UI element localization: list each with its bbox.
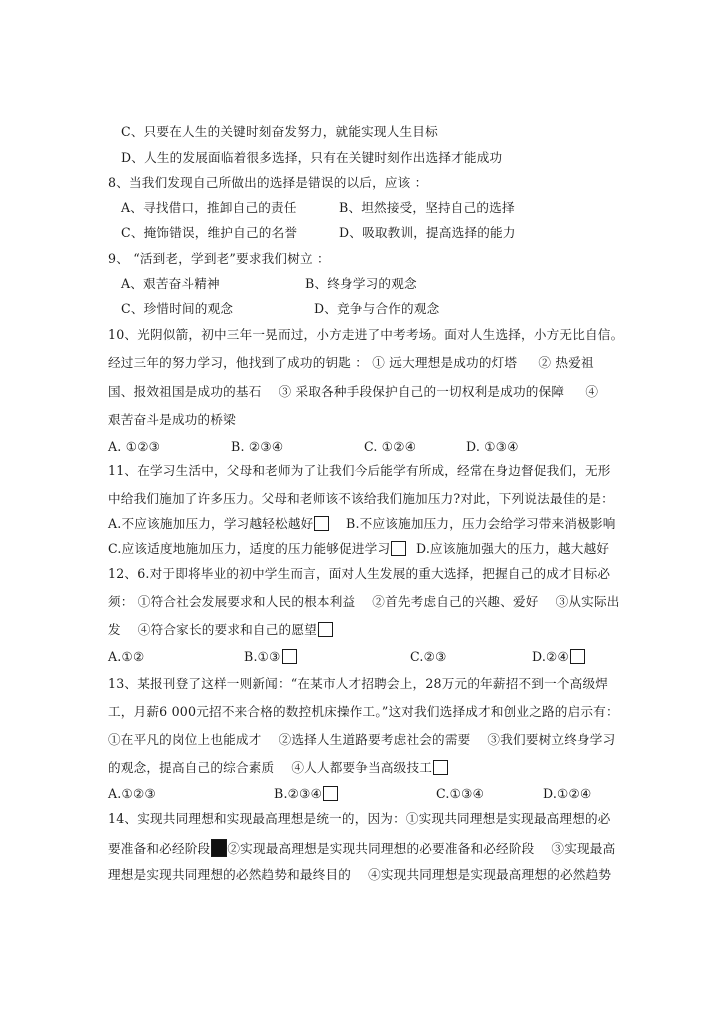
- q13-stem-line1: 13、某报刊登了这样一则新闻：“在某市人才招聘会上，28万元的年薪招不到一个高级焊: [108, 676, 609, 691]
- q10-option-b: B. ②③④: [231, 439, 284, 454]
- q11-option-c: C.应该适度地施加压力，适度的压力能够促进学习: [108, 541, 406, 557]
- answer-box: [318, 622, 333, 637]
- q10-stem-line3: 国、报效祖国是成功的基石 ③ 采取各种手段保护自己的一切权利是成功的保障 ④: [108, 384, 599, 399]
- q14-stem-line3: 理想是实现共同理想的必然趋势和最终目的 ④实现共同理想是实现最高理想的必然趋势: [108, 867, 612, 882]
- q12-option-c: C.②③: [410, 649, 447, 664]
- answer-box: [282, 649, 297, 664]
- q12-stem-line2: 须： ①符合社会发展要求和人民的根本利益 ②首先考虑自己的兴趣、爱好 ③从实际出: [108, 594, 620, 609]
- q10-stem-line1: 10、光阴似箭，初中三年一晃而过，小方走进了中考考场。面对人生选择，小方无比自信。: [108, 327, 624, 342]
- q8-option-c: C、掩饰错误，维护自己的名誉: [121, 225, 298, 240]
- q11-option-a: A.不应该施加压力，学习越轻松越好: [108, 516, 329, 532]
- q8-option-a: A、寻找借口，推卸自己的责任: [121, 200, 297, 215]
- q11-option-b: B.不应该施加压力，压力会给学习带来消极影响: [346, 516, 616, 531]
- q11-option-d: D.应该施加强大的压力，越大越好: [416, 541, 610, 556]
- answer-box: [314, 516, 329, 531]
- q7-option-d: D、人生的发展面临着很多选择，只有在关键时刻作出选择才能成功: [121, 150, 503, 165]
- q9-option-d: D、竞争与合作的观念: [314, 301, 440, 316]
- q13-option-b: B.②③④: [274, 786, 338, 802]
- q13-option-d: D.①②④: [543, 786, 592, 801]
- q12-stem-line3: 发 ④符合家长的要求和自己的愿望: [108, 622, 333, 638]
- q9-option-a: A、艰苦奋斗精神: [121, 276, 220, 291]
- q10-option-a: A. ①②③: [108, 439, 161, 454]
- q8-option-b: B、坦然接受，坚持自己的选择: [339, 200, 515, 215]
- q13-stem-line4: 的观念，提高自己的综合素质 ④人人都要争当高级技工: [108, 760, 448, 776]
- q7-option-c: C、只要在人生的关键时刻奋发努力，就能实现人生目标: [121, 124, 438, 139]
- q12-stem-line1: 12、6.对于即将毕业的初中学生而言，面对人生发展的重大选择，把握自己的成才目标必: [108, 566, 611, 581]
- q8-option-d: D、吸取教训，提高选择的能力: [339, 225, 516, 240]
- q14-stem-line1: 14、实现共同理想和实现最高理想是统一的，因为：①实现共同理想是实现最高理想的必: [108, 811, 611, 826]
- q10-option-c: C. ①②④: [364, 439, 417, 454]
- q8-stem: 8、当我们发现自己所做出的选择是错误的以后，应该 ：: [108, 175, 428, 190]
- q9-option-c: C、珍惜时间的观念: [121, 301, 234, 316]
- q13-stem-line2: 工，月薪6 000元招不来合格的数控机床操作工。”这对我们选择成才和创业之路的启示有：: [108, 704, 619, 719]
- q14-stem-line2: 要准备和必经阶段 ②实现最高理想是实现共同理想的必要准备和必经阶段 ③实现最高: [108, 841, 616, 856]
- q11-stem-line1: 11、在学习生活中，父母和老师为了让我们今后能学有所成，经常在身边督促我们，无形: [108, 463, 611, 478]
- q9-stem: 9、 “活到老，学到老”要求我们树立 ：: [108, 251, 330, 266]
- q10-stem-line2: 经过三年的努力学习，他找到了成功的钥匙 ： ① 远大理想是成功的灯塔 ② 热爱祖: [108, 355, 594, 370]
- q10-option-d: D. ①③④: [466, 439, 519, 454]
- answer-box: [570, 649, 585, 664]
- redaction-block: [211, 839, 227, 857]
- q13-stem-line3: ①在平凡的岗位上也能成才 ②选择人生道路要考虑社会的需要 ③我们要树立终身学习: [108, 732, 616, 747]
- q12-option-d: D.②④: [532, 649, 585, 665]
- q12-option-b: B.①③: [244, 649, 297, 665]
- q13-option-a: A.①②③: [108, 786, 156, 801]
- q12-option-a: A.①②: [108, 649, 145, 664]
- answer-box: [323, 786, 338, 801]
- q13-option-c: C.①③④: [436, 786, 485, 801]
- q10-stem-line4: 艰苦奋斗是成功的桥梁: [108, 412, 236, 427]
- q11-stem-line2: 中给我们施加了许多压力。父母和老师该不该给我们施加压力?对此，下列说法最佳的是：: [108, 491, 614, 506]
- q9-option-b: B、终身学习的观念: [305, 276, 417, 291]
- answer-box: [433, 760, 448, 775]
- answer-box: [391, 541, 406, 556]
